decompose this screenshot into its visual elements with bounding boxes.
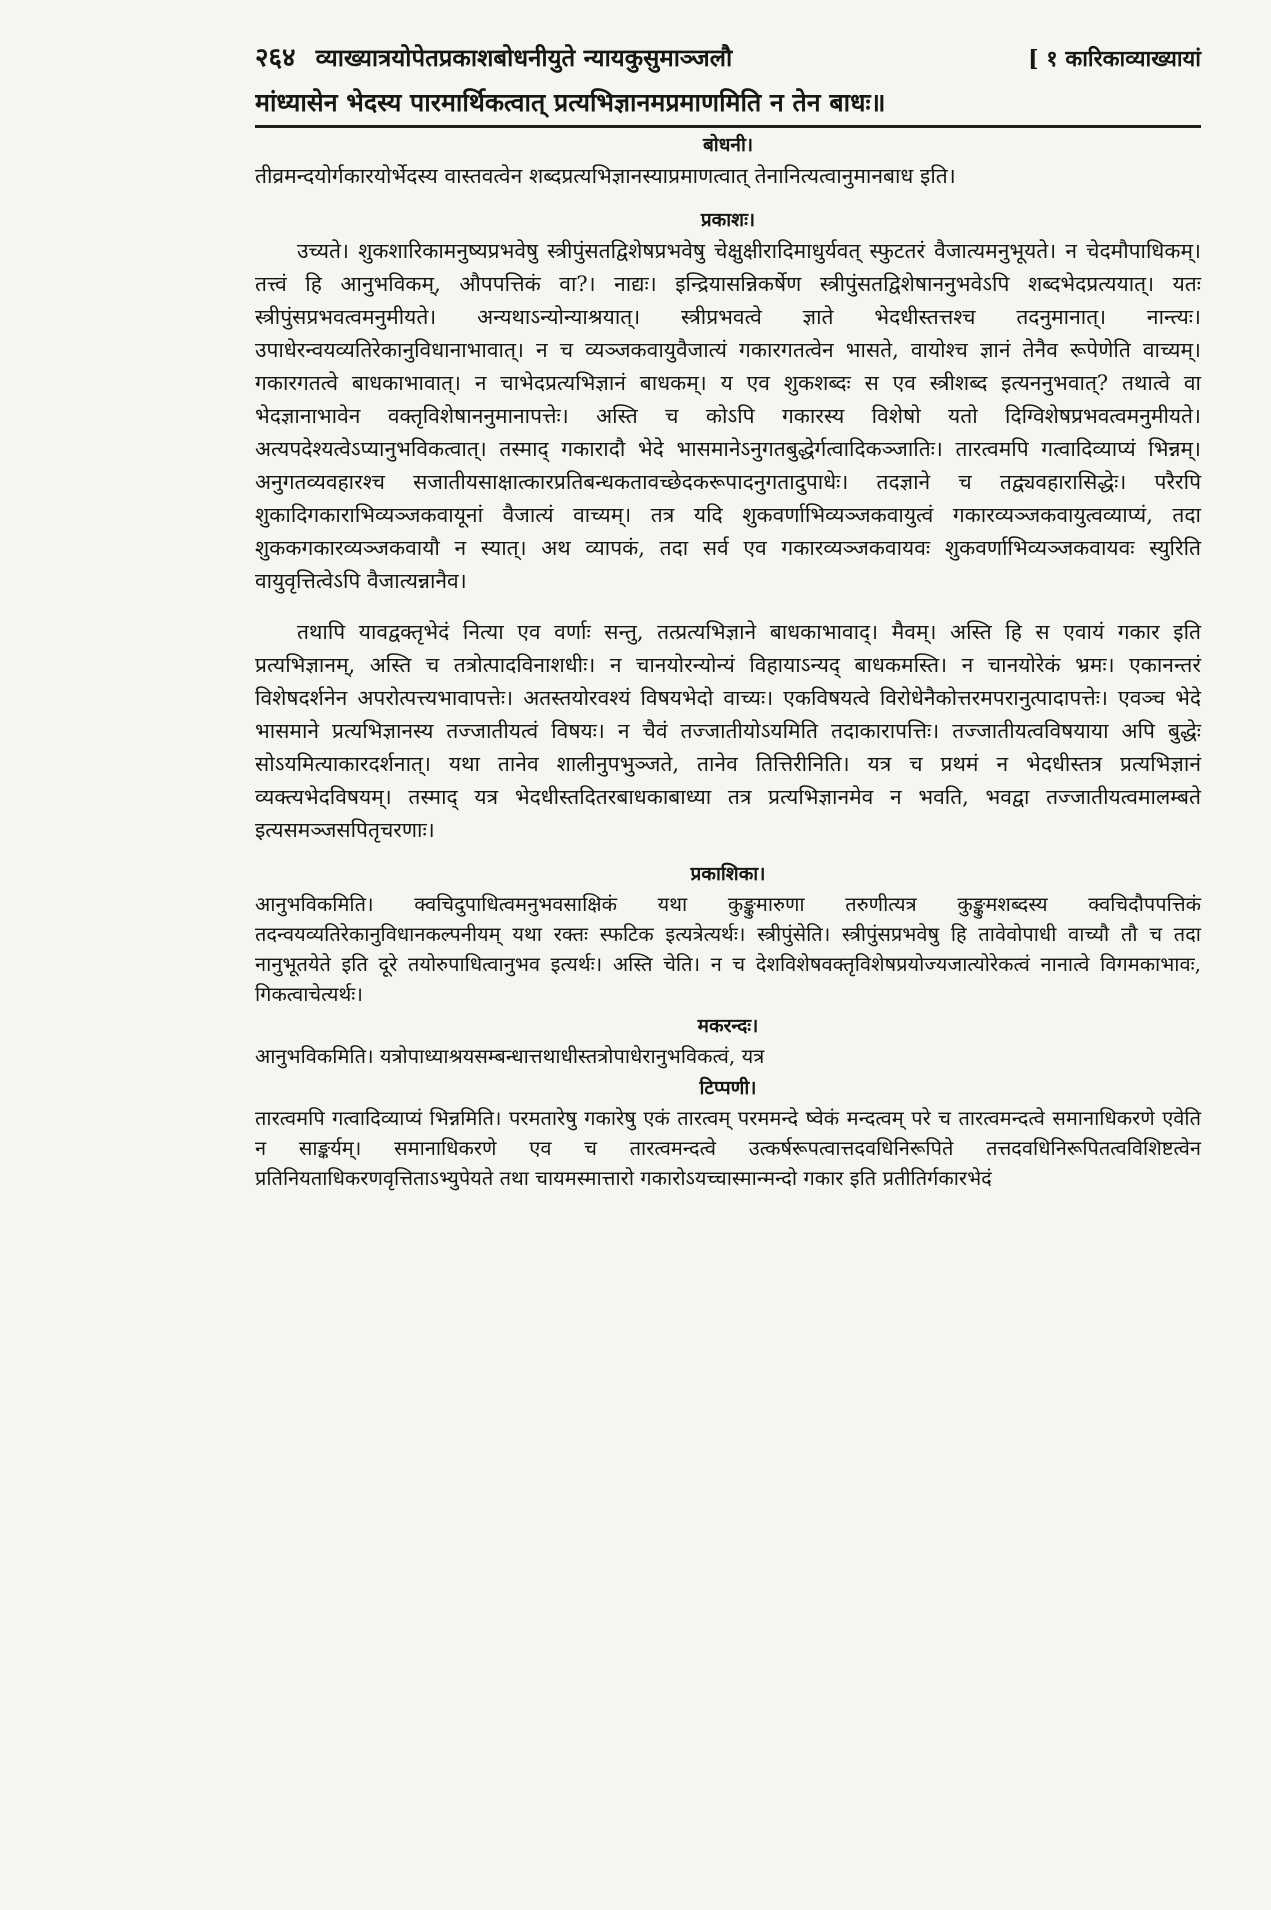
- prakasha-heading: प्रकाशः।: [700, 209, 756, 231]
- makaranda-heading: मकरन्दः।: [697, 1015, 759, 1037]
- prakasha-paragraph-2: तथापि यावद्वक्तृभेदं नित्या एव वर्णाः सन्तु, तत्प्रत्यभिज्ञाने बाधकाभावाद्। मैवम्। अस्ति हि स एवायं गकार इति प्रत्यभिज्ञानम्, अस्ति च तत्रोत्पादविनाशधीः। न चानयोरन्योन्यं विहायाऽन्यद् बाधकमस्ति। न चानयोरेकं भ्रमः। एकानन्तरं विशेषदर्शनेन अपरोत्पत्त्यभावापत्तेः। अतस्तयोरवश्यं विषयभेदो वाच्यः। एकविषयत्वे विरोधेनैकोत्तरमपरानुत्पादापत्तेः। एवञ्च भेदे भासमाने प्रत्यभिज्ञानस्य तज्जातीयत्वं विषयः। न चैवं तज्जातीयोऽयमिति तदाकारापत्तिः। तज्जातीयत्वविषयाया अपि बुद्धेः सोऽयमित्याकारदर्शनात्। यथा तानेव शालीनुपभुञ्जते, तानेव तित्तिरीनिति। यत्र च प्रथमं न भेदधीस्तत्र प्रत्यभिज्ञानं व्यक्त्यभेदविषयम्। तस्माद् यत्र भेदधीस्तदितरबाधकाबाध्या तत्र प्रत्यभिज्ञानमेव न भवति, भवद्वा तज्जातीयत्वमालम्बते इत्यसमञ्जसपितृचरणाः।: [255, 620, 1201, 842]
- bodhani-heading: बोधनी।: [702, 134, 754, 156]
- tippani-text: तारत्वमपि गत्वादिव्याप्यं भिन्नमिति। परमतारेषु गकारेषु एकं तारत्वम् परममन्दे ष्वेकं मन्दत्वम् परे च तारत्वमन्दत्वे समानाधिकरणे एवेति न साङ्कर्यम्। समानाधिकरणे एव च तारत्वमन्दत्वे उत्कर्षरूपत्वात्तदवधिनिरूपिते तत्तदवधिनिरूपितत्वविशिष्टत्वेन प्रतिनियताधिकरणवृत्तिताऽभ्युपेयते तथा चायमस्मात्तारो गकारोऽयच्चास्मान्मन्दो गकार इति प्रतीतिर्गकारभेदं: [255, 1106, 1201, 1190]
- section-label: [ १ कारिकाव्याख्यायां: [1028, 46, 1201, 72]
- running-head: [255, 40, 1201, 77]
- bodhani-text: तीव्रमन्दयोर्गकारयोर्भेदस्य वास्तवत्वेन शब्दप्रत्यभिज्ञानस्याप्रमाणत्वात् तेनानित्यत्वानुमानबाध इति।: [255, 164, 956, 188]
- prakashika-heading: प्रकाशिका।: [690, 863, 766, 885]
- makaranda-text: आनुभविकमिति। यत्रोपाध्याश्रयसम्बन्धात्तथाधीस्तत्रोपाधेरानुभविकत्वं, यत्र: [255, 1044, 765, 1068]
- prakasha-paragraph-1: उच्यते। शुकशारिकामनुष्यप्रभवेषु स्त्रीपुंसतद्विशेषप्रभवेषु चेक्षुक्षीरादिमाधुर्यवत् स्फुटतरं वैजात्यमनुभूयते। न चेदमौपाधिकम्। तत्त्वं हि आनुभविकम्, औपपत्तिकं वा?। नाद्यः। इन्द्रियासन्निकर्षेण स्त्रीपुंसतद्विशेषाननुभवेऽपि शब्दभेदप्रत्ययात्। यतः स्त्रीपुंसप्रभवत्वमनुमीयते। अन्यथाऽन्योन्याश्रयात्। स्त्रीप्रभवत्वे ज्ञाते भेदधीस्तत्तश्च तदनुमानात्। नान्त्यः। उपाधेरन्वयव्यतिरेकानुविधानाभावात्। न च व्यञ्जकवायुवैजात्यं गकारगतत्वेन भासते, वायोश्च ज्ञानं तेनैव रूपेणेति वाच्यम्। गकारगतत्वे बाधकाभावात्। न चाभेदप्रत्यभिज्ञानं बाधकम्। य एव शुकशब्दः स एव स्त्रीशब्द इत्यननुभवात्? तथात्वे वा भेदज्ञानाभावेन वक्तृविशेषाननुमानापत्तेः। अस्ति च कोऽपि गकारस्य विशेषो यतो दिग्विशेषप्रभवत्वमनुमीयते। अत्यपदेश्यत्वेऽप्यानुभविकत्वात्। तस्माद् गकारादौ भेदे भासमानेऽनुगतबुद्धेर्गत्वादिकञ्जातिः। तारत्वमपि गत्वादिव्याप्यं भिन्नम्। अनुगतव्यवहारश्च सजातीयसाक्षात्कारप्रतिबन्धकतावच्छेदकरूपादनुगतादुपाधेः। तदज्ञाने च तद्व्यवहारासिद्धेः। परैरपि शुकादिगकाराभिव्यञ्जकवायूनां वैजात्यं वाच्यम्। तत्र यदि शुकवर्णाभिव्यञ्जकवायुत्वं गकारव्यञ्जकवायुत्वव्याप्यं, तदा शुककगकारव्यञ्जकवायौ न स्यात्। अथ व्यापकं, तदा सर्व एव गकारव्यञ्जकवायवः शुकवर्णाभिव्यञ्जकवायवः स्युरिति वायुवृत्तित्वेऽपि वैजात्यन्नानैव।: [255, 239, 1201, 593]
- tippani-heading: टिप्पणी।: [699, 1077, 757, 1099]
- continuation-line: मांध्यासेन भेदस्य पारमार्थिकत्वात् प्रत्यभिज्ञानमप्रमाणमिति न तेन बाधः॥: [255, 85, 1201, 128]
- prakashika-text: आनुभविकमिति। क्वचिदुपाधित्वमनुभवसाक्षिकं यथा कुङ्कुमारुणा तरुणीत्यत्र कुङ्कुमशब्दस्य क्वचिदौपपत्तिकं तदन्वयव्यतिरेकानुविधानकल्पनीयम् यथा रक्तः स्फटिक इत्यत्रेत्यर्थः। स्त्रीपुंसेति। स्त्रीपुंसप्रभवेषु हि तावेवोपाधी वाच्यौ तौ च तदा नानुभूतयेते इति दूरे तयोरुपाधित्वानुभव इत्यर्थः। अस्ति चेति। न च देशविशेषवक्तृविशेषप्रयोज्यजात्योरेकत्वं नानात्वे विगमकाभावः, गिकत्वाचेत्यर्थः।: [255, 892, 1201, 1006]
- page-number: २६४: [255, 43, 296, 73]
- book-title: व्याख्यात्रयोपेतप्रकाशबोधनीयुते न्यायकुसुमाञ्जलौ: [315, 43, 733, 72]
